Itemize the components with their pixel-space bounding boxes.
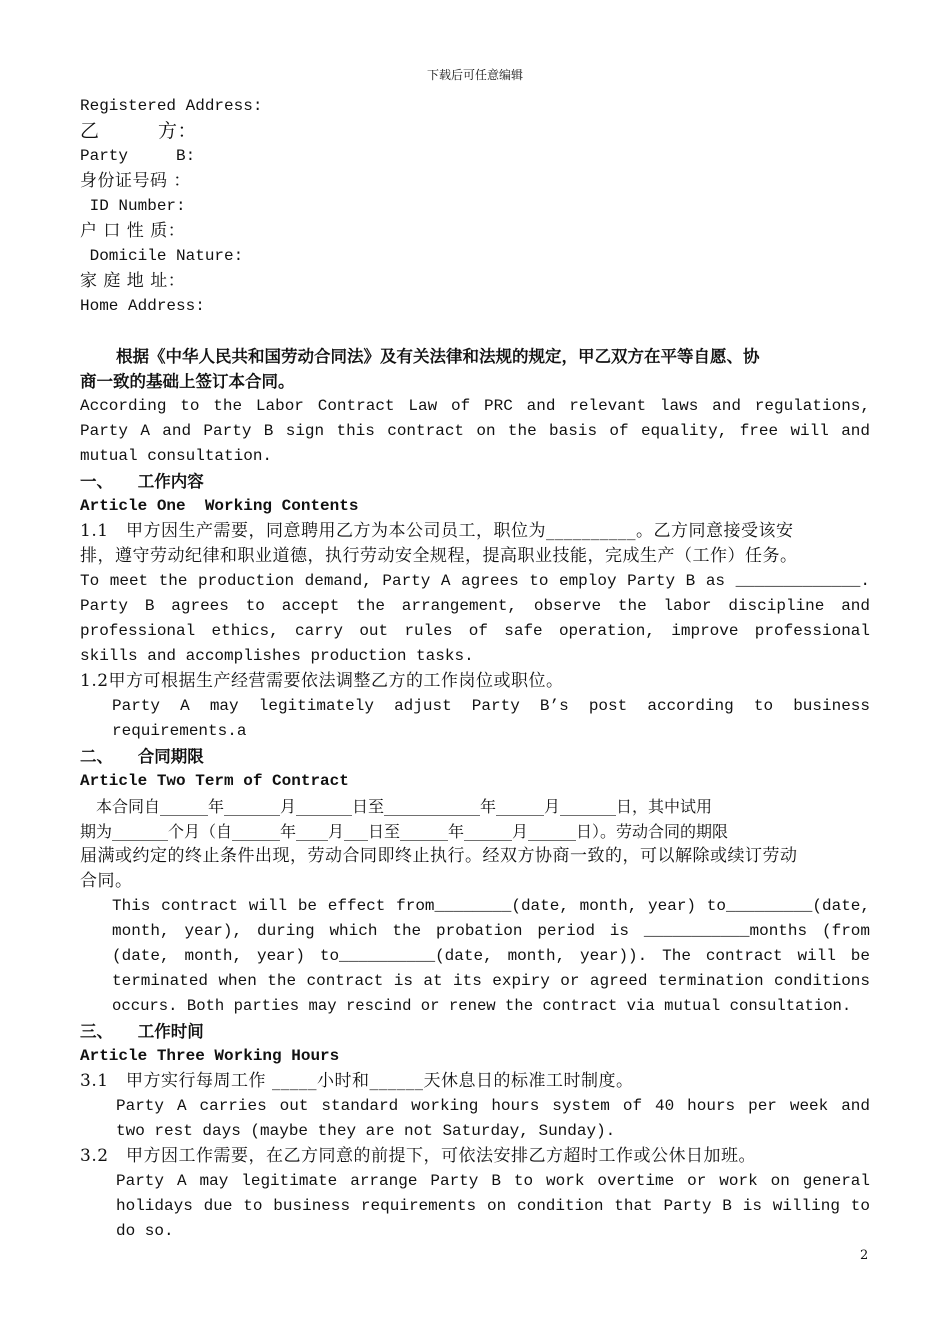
article1-title-cn: 一、 工作内容	[80, 472, 204, 491]
intro-en-line-1: According to the Labor Contract Law of PRC and relevant laws and regulations,	[80, 397, 870, 415]
intro-cn-line-1: 根据《中华人民共和国劳动合同法》及有关法律和法规的规定，甲乙双方在平等自愿、协	[116, 347, 760, 366]
article1-clause2-en-2: requirements.a	[112, 722, 247, 740]
article2-en-5: occurs. Both parties may rescind or renew the contract via mutual consultation.	[112, 997, 852, 1015]
id-number-label-en: ID Number:	[80, 197, 186, 215]
party-b-label-cn: 乙 方：	[80, 120, 198, 142]
home-address-label-cn: 家 庭 地 址：	[80, 271, 186, 291]
article1-clause2-en-1: Party A may legitimately adjust Party B’s post according to business	[112, 697, 870, 715]
article1-clause1-en-4: skills and accomplishes production tasks.	[80, 647, 474, 665]
document-body	[80, 94, 870, 1244]
article2-en-4: terminated when the contract is at its expiry or agreed termination conditions	[112, 972, 870, 990]
article1-clause1-cn-1: 1.1 甲方因生产需要，同意聘用乙方为本公司员工，职位为__________。乙方同意接受该安	[80, 521, 794, 541]
spacer	[80, 319, 870, 344]
domicile-label-cn: 户 口 性 质：	[80, 221, 186, 241]
article2-title-cn: 二、 合同期限	[80, 747, 204, 766]
article3-title-en: Article Three Working Hours	[80, 1047, 340, 1065]
registered-address-label: Registered Address:	[80, 97, 263, 115]
article3-clause2-cn: 3.2 甲方因工作需要，在乙方同意的前提下，可依法安排乙方超时工作或公休日加班。	[80, 1146, 757, 1166]
article2-cn-3: 届满或约定的终止条件出现，劳动合同即终止执行。经双方协商一致的，可以解除或续订劳动	[80, 846, 798, 866]
article3-clause2-en-3: do so.	[116, 1222, 174, 1240]
page-number: 2	[860, 1248, 869, 1263]
article2-title-en: Article Two Term of Contract	[80, 772, 349, 790]
article1-clause1-en-2: Party B agrees to accept the arrangement, observe the labor discipline and	[80, 597, 870, 615]
intro-en-line-3: mutual consultation.	[80, 447, 273, 465]
article3-clause1-en-1: Party A carries out standard working hours system of 40 hours per week and	[116, 1097, 870, 1115]
article3-clause1-cn: 3.1 甲方实行每周工作 _____小时和______天休息日的标准工时制度。	[80, 1071, 634, 1091]
home-address-label-en: Home Address:	[80, 297, 205, 315]
article2-cn-1: 本合同自______年_______月_______日至____________年______月_______日，其中试用	[80, 797, 713, 816]
article2-en-1: This contract will be effect from________(date, month, year) to_________(date,	[112, 897, 870, 915]
article1-title-en: Article One Working Contents	[80, 497, 359, 515]
article3-title-cn: 三、 工作时间	[80, 1022, 204, 1041]
article2-cn-2: 期为_______个月（自______年____月___日至______年______月______日）。劳动合同的期限	[80, 822, 729, 841]
domicile-label-en: Domicile Nature:	[80, 247, 244, 265]
article1-clause1-en-3: professional ethics, carry out rules of safe operation, improve professional	[80, 622, 870, 640]
article3-clause2-en-1: Party A may legitimate arrange Party B to work overtime or work on general	[116, 1172, 870, 1190]
article2-cn-4: 合同。	[80, 871, 133, 891]
id-number-label-cn: 身份证号码 ：	[80, 171, 191, 191]
article1-clause1-cn-2: 排，遵守劳动纪律和职业道德，执行劳动安全规程，提高职业技能，完成生产（工作）任务。	[80, 546, 798, 566]
intro-en-line-2: Party A and Party B sign this contract on the basis of equality, free will and	[80, 422, 870, 440]
article2-en-2: month, year), during which the probation period is ___________months (from	[112, 922, 870, 940]
article2-en-3: (date, month, year) to__________(date, month, year)). The contract will be	[112, 947, 870, 965]
article1-clause1-en-1: To meet the production demand, Party A agrees to employ Party B as _____________.	[80, 572, 870, 590]
party-b-label-en: Party B:	[80, 147, 196, 165]
article3-clause2-en-2: holidays due to business requirements on condition that Party B is willing to	[116, 1197, 870, 1215]
article3-clause1-en-2: two rest days (maybe they are not Saturday, Sunday).	[116, 1122, 616, 1140]
page-header: 下载后可任意编辑	[426, 68, 523, 82]
article1-clause2-cn: 1.2甲方可根据生产经营需要依法调整乙方的工作岗位或职位。	[80, 671, 564, 691]
intro-cn-line-2: 商一致的基础上签订本合同。	[80, 372, 295, 391]
